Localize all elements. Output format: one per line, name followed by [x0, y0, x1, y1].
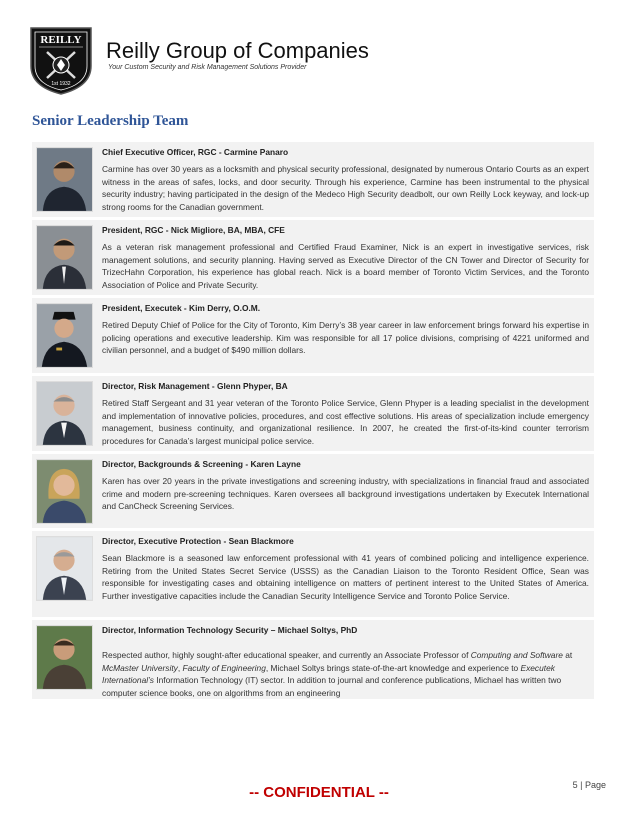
member-title: Director, Risk Management - Glenn Phyper, BA — [102, 381, 288, 391]
bio-emphasis: McMaster University — [102, 662, 178, 673]
bio-text: Information Technology (IT) sector. In addition to journal and conference publications, Michael has written two computer science books, one on algorithms from an engineering — [102, 675, 562, 699]
team-member-row — [32, 142, 594, 217]
member-bio: Carmine has over 30 years as a locksmith and physical security professional, designated by numerous Ontario Courts as an expert witness in the areas of safes, locks, and door security. Through his experience, Carmine has been instrumental to the physical security industry; having participated in the design of the Medeco High Security deadbolt, our own Reilly Lock keyway, and lock-up strong rooms for the Canadian government. — [102, 164, 589, 213]
team-member-row — [32, 454, 594, 528]
member-title: Director, Backgrounds & Screening - Karen Layne — [102, 459, 301, 469]
member-photo — [36, 381, 93, 446]
team-member-row — [32, 531, 594, 617]
team-member-row — [32, 620, 594, 699]
member-bio: Sean Blackmore is a seasoned law enforcement professional with 41 years of combined policing and intelligence experience. Retiring from the United States Secret Service (USSS) as the Canadian Liaison to the Toronto Resident Office, Sean was responsible for investigating cases and obtaining intelligence on matters of pertinent interest to the United States of America. Further investigative capacities include the Canadian Security Intelligence Service and Toronto Police Service. — [102, 553, 589, 602]
section-title: Senior Leadership Team — [32, 113, 189, 129]
member-photo — [36, 625, 93, 690]
bio-text: Respected author, highly sought-after educational speaker, and currently an Associate Professor of — [102, 650, 471, 660]
team-member-row — [32, 220, 594, 295]
member-bio: Karen has over 20 years in the private investigations and screening industry, with specializations in financial fraud and associated crime and modern pre-screening techniques. Karen oversees all background investigations undertaken by Executek International and CanCheck Screening Services. — [102, 476, 589, 512]
member-photo — [36, 147, 93, 212]
logo-year: 1st 1932 — [51, 81, 71, 87]
member-bio: Retired Staff Sergeant and 31 year veteran of the Toronto Police Service, Glenn Phyper is a leading specialist in the development and implementation of innovative policies, procedures, and cost effective solutions. His areas of specialization include emergency management, business continuity, and organizational resilience. In 2007, he created the first-of-its-kind counter terrorism procedures for Canada’s largest municipal police service. — [102, 398, 589, 447]
member-bio: Retired Deputy Chief of Police for the City of Toronto, Kim Derry’s 38 year career in law enforcement brings forward his expertise in policing operations and executive leadership. Kim was responsible for all 17 police divisions, comprising of 4221 uniformed and civilian personnel, and a budget of $490 million dollars. — [102, 320, 589, 356]
leadership-team-list — [32, 142, 594, 702]
member-title: Director, Information Technology Security – Michael Soltys, PhD — [102, 625, 358, 635]
team-member-row — [32, 376, 594, 451]
member-bio — [102, 649, 589, 700]
bio-emphasis: Faculty of Engineering — [182, 662, 266, 673]
bio-text: at — [562, 650, 573, 660]
team-member-row — [32, 298, 594, 373]
confidential-footer: -- CONFIDENTIAL -- — [249, 784, 389, 801]
bio-emphasis: Computing and Software — [470, 650, 563, 660]
member-bio: As a veteran risk management professional and Certified Fraud Examiner, Nick is an expert in investigative services, risk management solutions, and security planning. Having served as Executive Director of the CN Tower and Director of Security for TrizecHahn Corporation, his experience has global reach. Nick is a board member of Toronto Victim Services, and the Toronto Association of Police and Private Security. — [102, 242, 589, 291]
bio-text: , — [177, 662, 183, 673]
page-number: 5 | Page — [572, 780, 606, 790]
member-title: Director, Executive Protection - Sean Blackmore — [102, 536, 294, 546]
bio-text: , Michael Soltys brings state-of-the-art knowledge and experience to — [265, 662, 521, 673]
member-photo — [36, 225, 93, 290]
member-title: President, Executek - Kim Derry, O.O.M. — [102, 303, 261, 313]
member-photo — [36, 536, 93, 601]
company-tagline: Your Custom Security and Risk Management Solutions Provider — [108, 64, 307, 71]
member-title: Chief Executive Officer, RGC - Carmine Panaro — [102, 147, 289, 157]
reilly-crest-logo — [27, 26, 95, 96]
bio-emphasis: Executek International’s — [102, 662, 555, 686]
member-title: President, RGC - Nick Migliore, BA, MBA, CFE — [102, 225, 285, 235]
company-name: Reilly Group of Companies — [106, 38, 369, 63]
logo-text: REILLY — [40, 34, 82, 46]
member-photo — [36, 459, 93, 524]
member-photo — [36, 303, 93, 368]
